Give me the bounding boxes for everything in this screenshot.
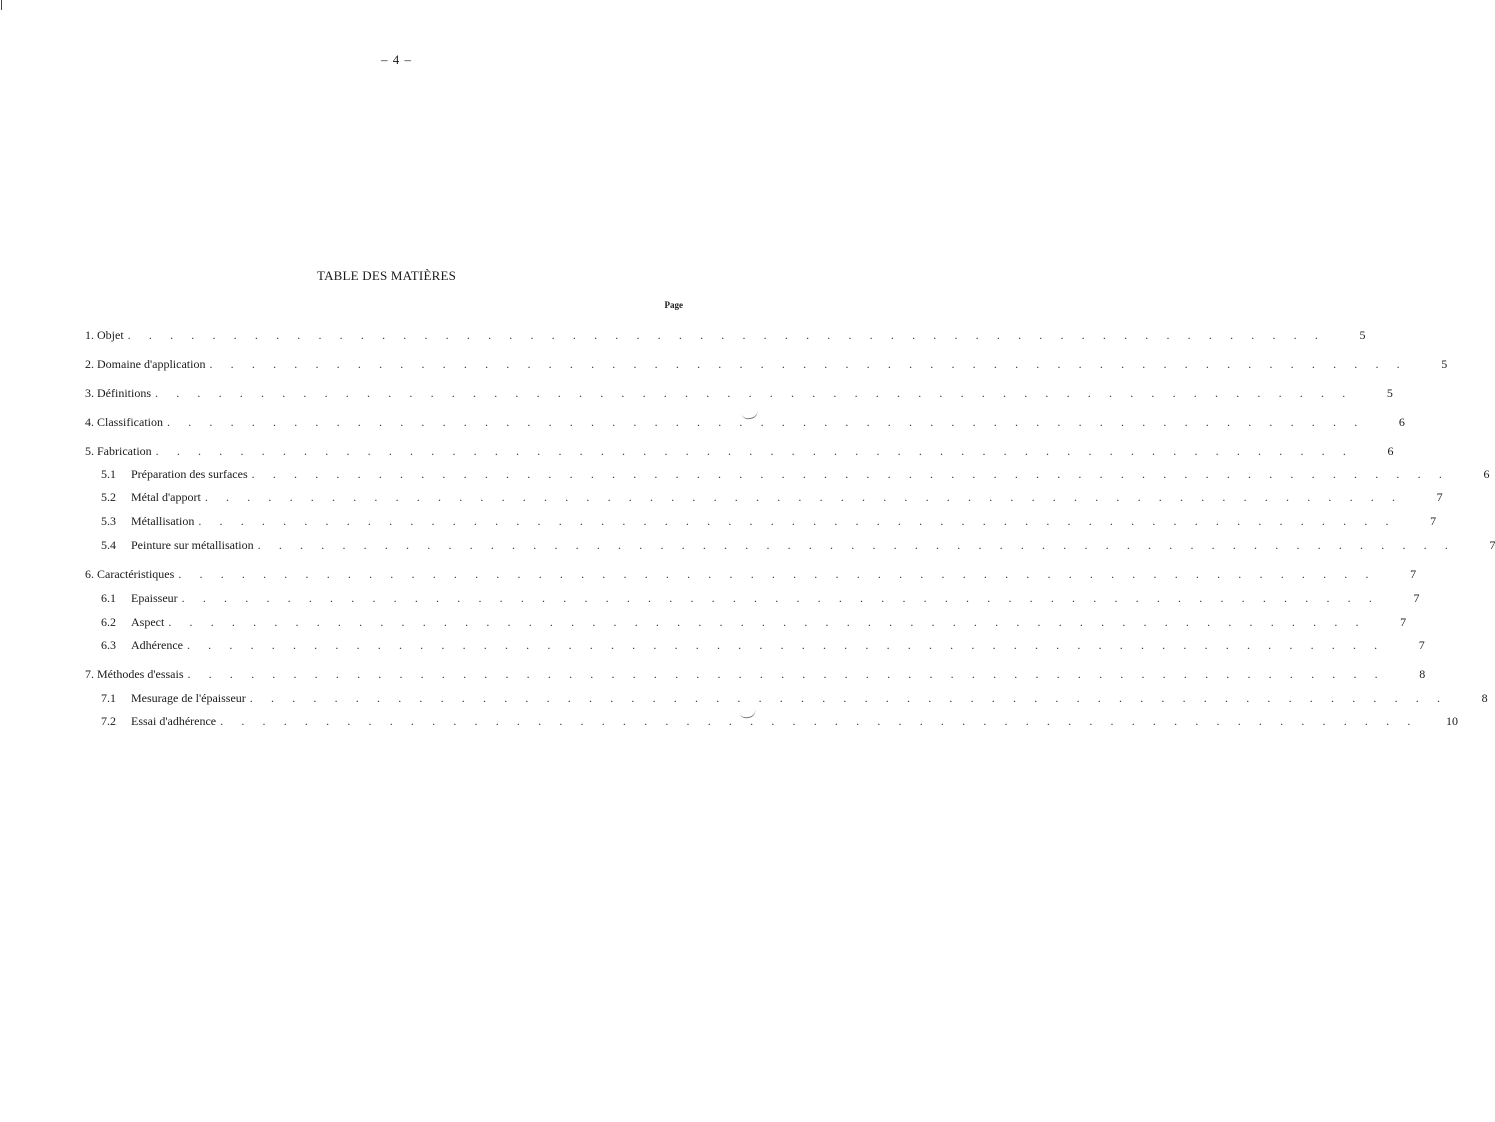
toc-entry-label: Méthodes d'essais <box>97 667 184 681</box>
toc-entry-label: Epaisseur <box>131 591 178 605</box>
toc-entry-number: 7.1 <box>101 691 116 705</box>
toc-entry-page: 6 <box>1387 444 1394 458</box>
toc-entry <box>85 665 1426 683</box>
toc-entry-page: 7 <box>1413 591 1420 605</box>
toc-entry-label: Préparation des surfaces <box>131 467 248 481</box>
toc-entry-label: Adhérence <box>131 638 183 652</box>
toc-entry-page: 7 <box>1418 638 1425 652</box>
toc-leader-dots: . . . . . . . . . . . . . . . . . . . . . . . . . . . . . . . . . . . . . . . . . . . . . . . . . . . . . . . . . <box>168 615 1367 629</box>
toc-leader-dots: . . . . . . . . . . . . . . . . . . . . . . . . . . . . . . . . . . . . . . . . . . . . . . . . . . . . . . . . . <box>220 714 1418 728</box>
toc-entry-number: 7.2 <box>101 714 116 728</box>
toc-title: TABLE DES MATIÈRES <box>316 268 457 283</box>
toc-entry <box>85 355 1448 373</box>
toc-entry-label: Mesurage de l'épaisseur <box>131 691 246 705</box>
toc-entry-number: 6.1 <box>101 591 116 605</box>
toc-entry-number: 5.3 <box>101 514 116 528</box>
toc-entry-number: 2. <box>85 357 94 371</box>
toc-entry-page: 8 <box>1481 691 1488 705</box>
toc-entry-label: Domaine d'application <box>97 357 206 371</box>
toc-entry-number: 5.2 <box>101 490 116 504</box>
toc-subentry <box>101 589 1420 607</box>
toc-entry-page: 6 <box>1483 467 1490 481</box>
toc-leader-dots: . . . . . . . . . . . . . . . . . . . . . . . . . . . . . . . . . . . . . . . . . . . . . . . . . . . . . . . . . <box>167 415 1365 429</box>
toc-entry <box>85 326 1366 344</box>
toc-entry-label: Peinture sur métallisation <box>131 538 254 552</box>
toc-entry <box>85 384 1393 402</box>
toc-leader-dots: . . . . . . . . . . . . . . . . . . . . . . . . . . . . . . . . . . . . . . . . . . . . . . . . . . . . . . . . . <box>257 538 1456 552</box>
toc-leader-dots: . . . . . . . . . . . . . . . . . . . . . . . . . . . . . . . . . . . . . . . . . . . . . . . . . . . . . . . . . <box>209 357 1408 371</box>
toc-entry-label: Aspect <box>131 615 165 629</box>
toc-entry-page: 7 <box>1436 490 1443 504</box>
toc-entry-page: 7 <box>1410 567 1417 581</box>
toc-leader-dots: . . . . . . . . . . . . . . . . . . . . . . . . . . . . . . . . . . . . . . . . . . . . . . . . . . . . . . . . . <box>198 514 1397 528</box>
toc-entry-number: 4. <box>85 415 94 429</box>
toc-entry-page: 5 <box>1359 328 1366 342</box>
toc-entry-page: 5 <box>1441 357 1448 371</box>
toc-leader-dots: . . . . . . . . . . . . . . . . . . . . . . . . . . . . . . . . . . . . . . . . . . . . . . . . . . . . . . . . . <box>204 490 1403 504</box>
toc-leader-dots: . . . . . . . . . . . . . . . . . . . . . . . . . . . . . . . . . . . . . . . . . . . . . . . . . . . . . . . . . <box>181 591 1380 605</box>
toc-entry-label: Caractéristiques <box>97 567 175 581</box>
toc-entry-page: 6 <box>1398 415 1405 429</box>
toc-leader-dots: . . . . . . . . . . . . . . . . . . . . . . . . . . . . . . . . . . . . . . . . . . . . . . . . . . . . . . . . . <box>127 328 1326 342</box>
toc-entry <box>85 413 1405 431</box>
toc-entry-number: 5.1 <box>101 467 116 481</box>
toc-entry-page: 7 <box>1400 615 1407 629</box>
toc-subentry <box>101 536 1495 554</box>
toc-subentry <box>101 613 1407 631</box>
toc-entry-number: 6. <box>85 567 94 581</box>
toc-entry <box>85 565 1417 583</box>
toc-entry-label: Métallisation <box>131 514 195 528</box>
toc-leader-dots: . . . . . . . . . . . . . . . . . . . . . . . . . . . . . . . . . . . . . . . . . . . . . . . . . . . . . . . . . <box>249 691 1448 705</box>
toc-entry-number: 5.4 <box>101 538 116 552</box>
toc-entry-label: Objet <box>97 328 124 342</box>
toc-entry-page: 5 <box>1386 386 1393 400</box>
toc-entry-page: 7 <box>1489 538 1495 552</box>
toc-entry-label: Fabrication <box>97 444 152 458</box>
toc-entry-page: 10 <box>1445 714 1458 728</box>
toc-entry-number: 7. <box>85 667 94 681</box>
toc-entry-page: 7 <box>1430 514 1437 528</box>
toc-entry-number: 6.2 <box>101 615 116 629</box>
toc-leader-dots: . . . . . . . . . . . . . . . . . . . . . . . . . . . . . . . . . . . . . . . . . . . . . . . . . . . . . . . . . <box>155 386 1353 400</box>
toc-subentry <box>101 689 1488 707</box>
toc-entry-label: Classification <box>97 415 163 429</box>
toc-entry-number: 6.3 <box>101 638 116 652</box>
toc-leader-dots: . . . . . . . . . . . . . . . . . . . . . . . . . . . . . . . . . . . . . . . . . . . . . . . . . . . . . . . . . <box>187 667 1386 681</box>
toc-subentry <box>101 512 1437 530</box>
toc-subentry <box>101 712 1458 730</box>
toc-entry <box>85 442 1394 460</box>
toc-subentry <box>101 488 1443 506</box>
toc-subentry <box>101 636 1425 654</box>
toc-entry-number: 1. <box>85 328 94 342</box>
toc-entry-label: Métal d'apport <box>131 490 201 504</box>
toc-leader-dots: . . . . . . . . . . . . . . . . . . . . . . . . . . . . . . . . . . . . . . . . . . . . . . . . . . . . . . . . . <box>251 467 1450 481</box>
toc-leader-dots: . . . . . . . . . . . . . . . . . . . . . . . . . . . . . . . . . . . . . . . . . . . . . . . . . . . . . . . . . <box>178 567 1377 581</box>
page-number: – 4 – <box>381 52 412 67</box>
toc-subentry <box>101 465 1490 483</box>
scan-corner-mark <box>1 0 2 10</box>
toc-entry-number: 5. <box>85 444 94 458</box>
toc-entry-label: Définitions <box>97 386 151 400</box>
toc-entry-label: Essai d'adhérence <box>131 714 217 728</box>
toc-leader-dots: . . . . . . . . . . . . . . . . . . . . . . . . . . . . . . . . . . . . . . . . . . . . . . . . . . . . . . . . . <box>155 444 1354 458</box>
toc-entry-page: 8 <box>1419 667 1426 681</box>
toc-leader-dots: . . . . . . . . . . . . . . . . . . . . . . . . . . . . . . . . . . . . . . . . . . . . . . . . . . . . . . . . . <box>186 638 1385 652</box>
toc-entry-number: 3. <box>85 386 94 400</box>
page-column-label: Page <box>664 300 683 310</box>
